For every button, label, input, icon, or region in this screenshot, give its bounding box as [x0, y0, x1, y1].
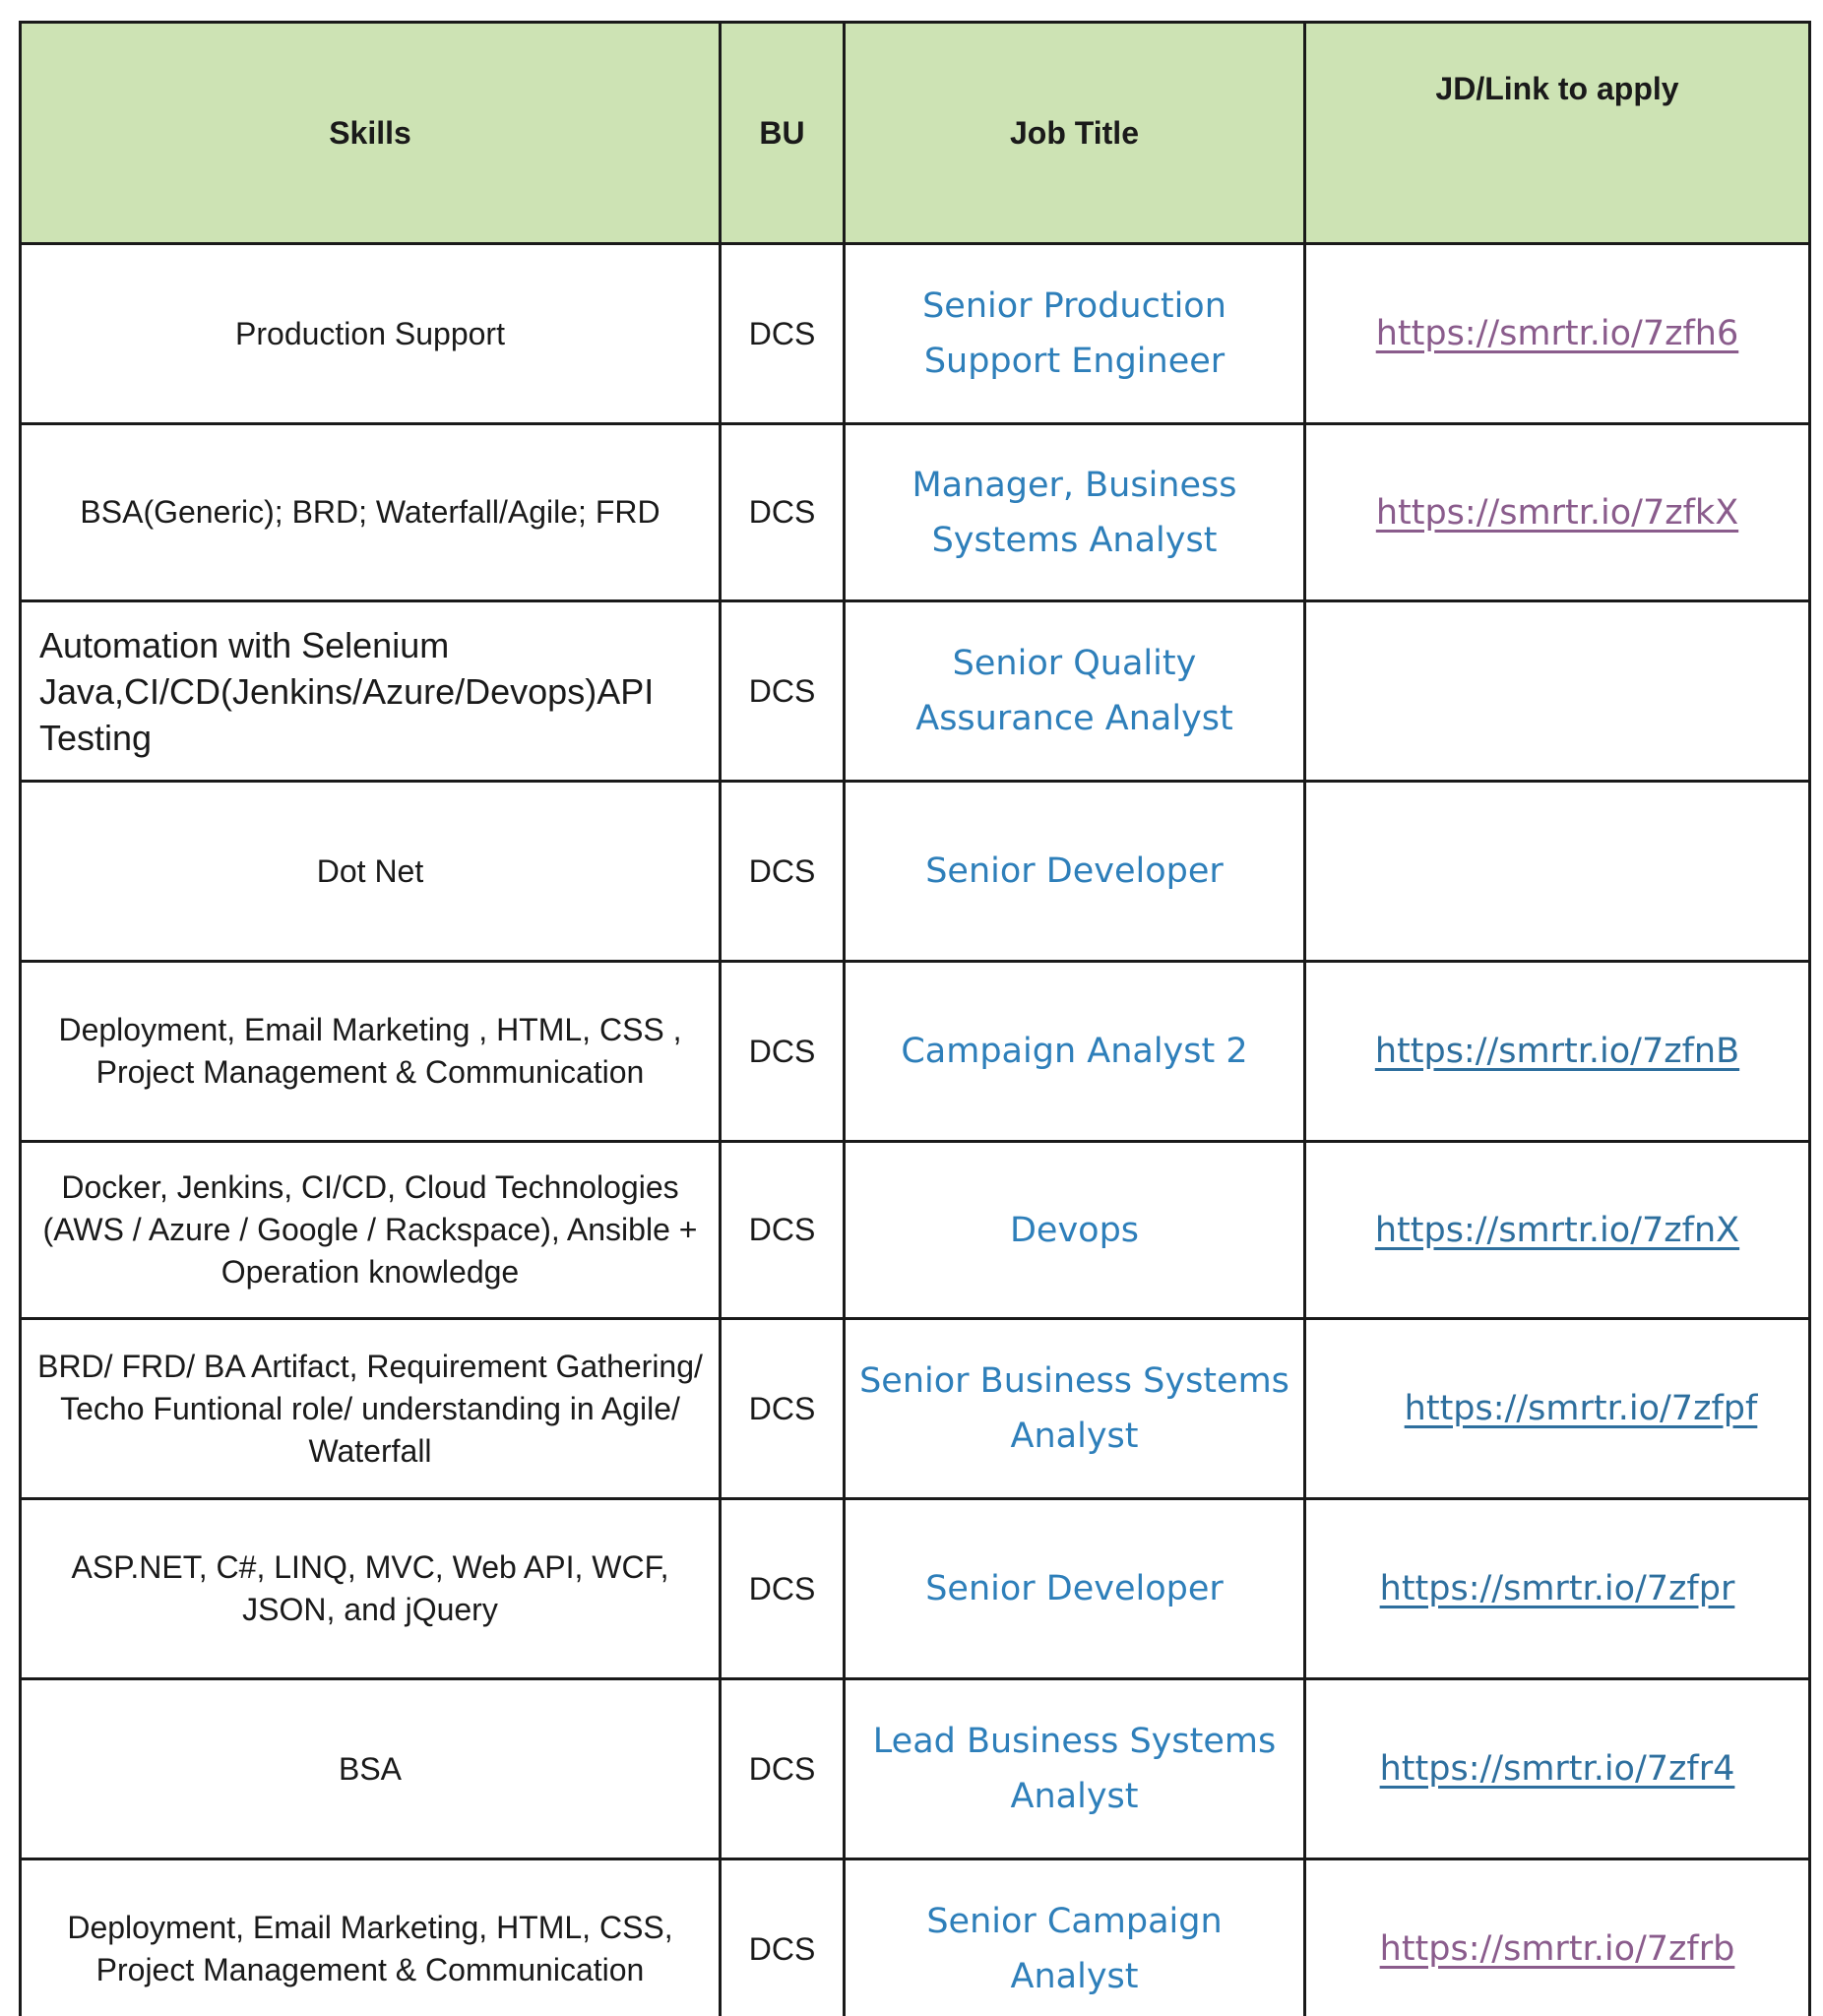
job-title-cell: Campaign Analyst 2: [845, 962, 1305, 1142]
table-row: [21, 1679, 1810, 1859]
link-cell: [1305, 424, 1810, 601]
apply-link[interactable]: https://smrtr.io/7zfrb: [1379, 1929, 1735, 1969]
apply-link[interactable]: https://smrtr.io/7zfkX: [1375, 492, 1739, 533]
link-cell: [1305, 244, 1810, 424]
header-skills: Skills: [21, 23, 721, 244]
link-cell-empty: [1305, 601, 1810, 782]
bu-cell: DCS: [721, 244, 845, 424]
job-title-cell: Manager, Business Systems Analyst: [845, 424, 1305, 601]
header-job-title: Job Title: [845, 23, 1305, 244]
skills-cell: Deployment, Email Marketing, HTML, CSS, Project Management & Communication: [21, 1859, 721, 2016]
job-title-cell: Senior Business Systems Analyst: [845, 1319, 1305, 1499]
job-title-cell: Senior Developer: [845, 782, 1305, 962]
job-openings-table: [19, 21, 1811, 2016]
table-row: [21, 782, 1810, 962]
link-cell: [1305, 1499, 1810, 1679]
skills-cell: Dot Net: [21, 782, 721, 962]
table-row: [21, 1499, 1810, 1679]
bu-cell: DCS: [721, 1142, 845, 1319]
apply-link[interactable]: https://smrtr.io/7zfpf: [1404, 1389, 1758, 1428]
job-title-cell: Senior Developer: [845, 1499, 1305, 1679]
bu-cell: DCS: [721, 601, 845, 782]
link-cell: [1305, 1319, 1810, 1499]
skills-cell: Production Support: [21, 244, 721, 424]
apply-link[interactable]: https://smrtr.io/7zfnB: [1374, 1032, 1740, 1071]
apply-link[interactable]: https://smrtr.io/7zfh6: [1375, 314, 1739, 353]
bu-cell: DCS: [721, 1679, 845, 1859]
bu-cell: DCS: [721, 782, 845, 962]
skills-cell: BSA: [21, 1679, 721, 1859]
skills-cell: Automation with Selenium Java,CI/CD(Jenkins/Azure/Devops)API Testing: [21, 601, 721, 782]
job-title-cell: Lead Business Systems Analyst: [845, 1679, 1305, 1859]
job-title-cell: Senior Quality Assurance Analyst: [845, 601, 1305, 782]
bu-cell: DCS: [721, 962, 845, 1142]
header-link: JD/Link to apply: [1305, 23, 1810, 244]
apply-link[interactable]: https://smrtr.io/7zfpr: [1379, 1569, 1735, 1608]
bu-cell: DCS: [721, 1859, 845, 2016]
table-row: [21, 1142, 1810, 1319]
table-row: [21, 601, 1810, 782]
link-cell-empty: [1305, 782, 1810, 962]
table-row: [21, 1859, 1810, 2016]
link-cell: [1305, 1142, 1810, 1319]
skills-cell: ASP.NET, C#, LINQ, MVC, Web API, WCF, JSON, and jQuery: [21, 1499, 721, 1679]
job-title-cell: Devops: [845, 1142, 1305, 1319]
table-row: [21, 424, 1810, 601]
skills-cell: BSA(Generic); BRD; Waterfall/Agile; FRD: [21, 424, 721, 601]
table-row: [21, 1319, 1810, 1499]
table-header-row: [21, 23, 1810, 244]
link-cell: [1305, 1859, 1810, 2016]
skills-cell: BRD/ FRD/ BA Artifact, Requirement Gathering/ Techo Funtional role/ understanding in Agile/ Waterfall: [21, 1319, 721, 1499]
header-bu: BU: [721, 23, 845, 244]
apply-link[interactable]: https://smrtr.io/7zfnX: [1374, 1210, 1740, 1250]
link-cell: [1305, 962, 1810, 1142]
skills-cell: Docker, Jenkins, CI/CD, Cloud Technologies (AWS / Azure / Google / Rackspace), Ansible + Operation knowledge: [21, 1142, 721, 1319]
skills-cell: Deployment, Email Marketing , HTML, CSS , Project Management & Communication: [21, 962, 721, 1142]
job-title-cell: Senior Campaign Analyst: [845, 1859, 1305, 2016]
link-cell: [1305, 1679, 1810, 1859]
table-row: [21, 962, 1810, 1142]
table-row: [21, 244, 1810, 424]
job-title-cell: Senior Production Support Engineer: [845, 244, 1305, 424]
apply-link[interactable]: https://smrtr.io/7zfr4: [1379, 1749, 1735, 1789]
bu-cell: DCS: [721, 424, 845, 601]
bu-cell: DCS: [721, 1319, 845, 1499]
bu-cell: DCS: [721, 1499, 845, 1679]
